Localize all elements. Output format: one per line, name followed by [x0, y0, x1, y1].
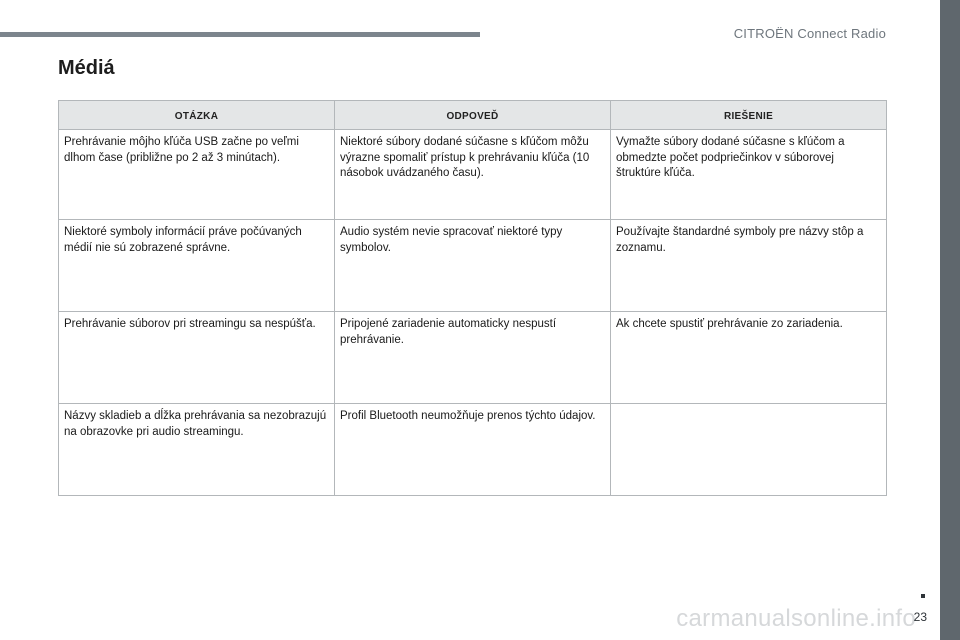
table-row: [59, 220, 887, 312]
cell-answer: Profil Bluetooth neumožňuje prenos týchto údajov.: [335, 404, 611, 496]
cell-solution: Ak chcete spustiť prehrávanie zo zariadenia.: [611, 312, 887, 404]
header-question: OTÁZKA: [59, 101, 335, 130]
cell-solution: [611, 404, 887, 496]
table-row: [59, 404, 887, 496]
table-row: [59, 130, 887, 220]
page-marker: [921, 594, 925, 598]
header-brand: CITROËN Connect Radio: [733, 26, 886, 41]
header-solution: RIEŠENIE: [611, 101, 887, 130]
cell-solution: Používajte štandardné symboly pre názvy stôp a zoznamu.: [611, 220, 887, 312]
table-row: [59, 312, 887, 404]
page-number: 23: [913, 610, 927, 624]
header-rule: [0, 32, 480, 37]
cell-question: Prehrávanie súborov pri streamingu sa nespúšťa.: [59, 312, 335, 404]
faq-table: [58, 100, 887, 496]
header-answer: ODPOVEĎ: [335, 101, 611, 130]
cell-answer: Pripojené zariadenie automaticky nespustí prehrávanie.: [335, 312, 611, 404]
cell-question: Názvy skladieb a dĺžka prehrávania sa nezobrazujú na obrazovke pri audio streamingu.: [59, 404, 335, 496]
page-title: Médiá: [58, 57, 115, 79]
cell-solution: Vymažte súbory dodané súčasne s kľúčom a obmedzte počet podpriečinkov v súborovej štruktúre kľúča.: [611, 130, 887, 220]
cell-question: Niektoré symboly informácií práve počúvaných médií nie sú zobrazené správne.: [59, 220, 335, 312]
cell-question: Prehrávanie môjho kľúča USB začne po veľmi dlhom čase (približne po 2 až 3 minútach).: [59, 130, 335, 220]
table-header-row: [59, 101, 887, 130]
watermark: carmanualsonline.info: [676, 605, 916, 632]
cell-answer: Niektoré súbory dodané súčasne s kľúčom môžu výrazne spomaliť prístup k prehrávaniu kľúča (10 násobok uvádzaného času).: [335, 130, 611, 220]
side-strip: [940, 0, 960, 640]
cell-answer: Audio systém nevie spracovať niektoré typy symbolov.: [335, 220, 611, 312]
